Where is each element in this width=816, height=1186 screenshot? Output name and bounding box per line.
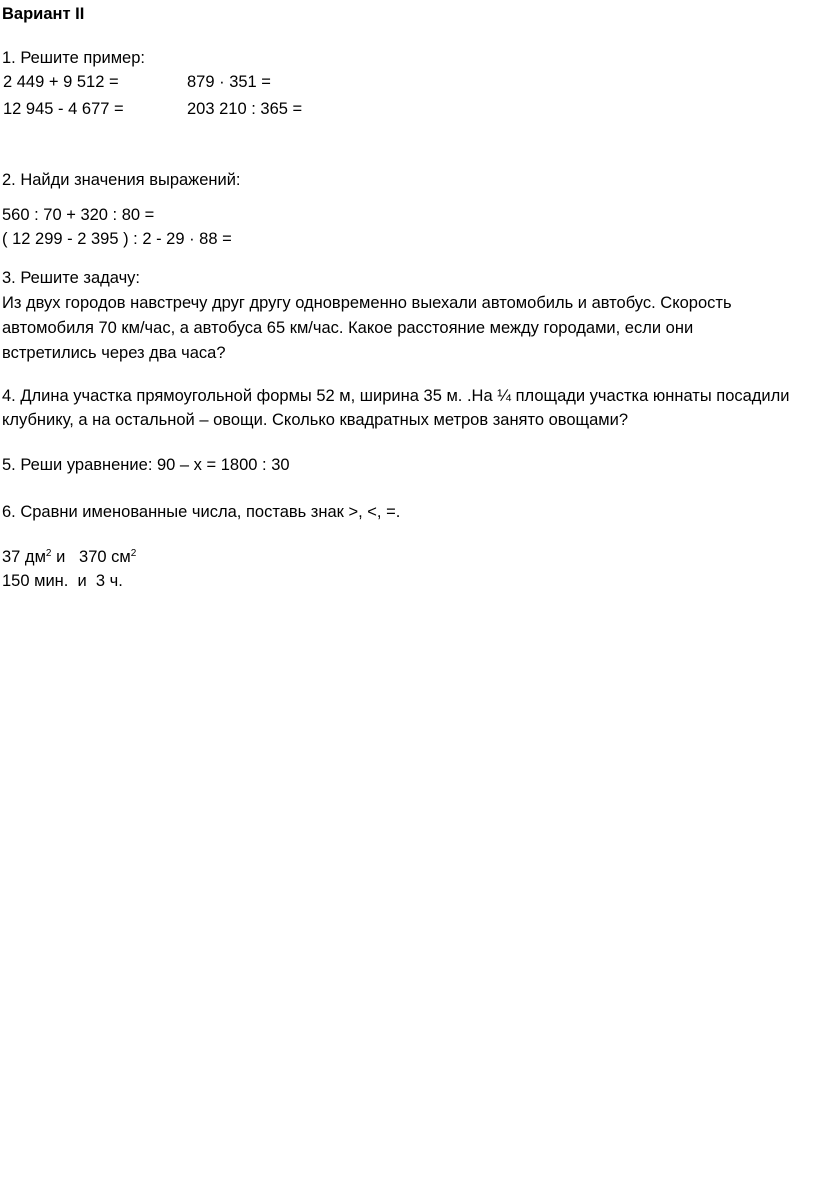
- task3-heading: 3. Решите задачу:: [2, 269, 141, 287]
- page-title: Вариант II: [2, 5, 85, 23]
- task3-line-3: встретились через два часа?: [2, 344, 226, 362]
- task5-equation: 5. Реши уравнение: 90 – х = 1800 : 30: [2, 456, 290, 474]
- task4-line-2: клубнику, а на остальной – овощи. Сколько квадратных метров занято овощами?: [2, 411, 629, 429]
- task1-expr-2: 879 · 351 =: [187, 73, 271, 91]
- task2-expr-1: 560 : 70 + 320 : 80 =: [2, 206, 155, 224]
- task6-value-a-exponent: 2: [45, 548, 52, 559]
- task6-separator: и: [51, 548, 80, 566]
- task6-heading: 6. Сравни именованные числа, поставь знак >, <, =.: [2, 503, 401, 521]
- task1-heading: 1. Решите пример:: [2, 49, 145, 67]
- task3-line-2: автомобиля 70 км/час, а автобуса 65 км/час. Какое расстояние между городами, если они: [2, 319, 694, 337]
- task3-line-1: Из двух городов навстречу друг другу одновременно выехали автомобиль и автобус. Скорость: [2, 294, 732, 312]
- task1-expr-3: 12 945 - 4 677 =: [3, 100, 124, 118]
- task2-heading: 2. Найди значения выражений:: [2, 171, 241, 189]
- task4-line-1: 4. Длина участка прямоугольной формы 52 м, ширина 35 м. .На ¼ площади участка юннаты посадили: [2, 387, 790, 405]
- task6-pair-2: 150 мин. и 3 ч.: [2, 572, 123, 590]
- task2-expr-2: ( 12 299 - 2 395 ) : 2 - 29 · 88 =: [2, 230, 232, 248]
- task1-expr-1: 2 449 + 9 512 =: [3, 73, 119, 91]
- task1-expr-4: 203 210 : 365 =: [187, 100, 303, 118]
- task6-value-a: 37 дм: [2, 548, 46, 566]
- task6-pair-1: [2, 545, 136, 569]
- task6-value-b: 370 см: [79, 548, 131, 566]
- task6-value-b-exponent: 2: [130, 548, 137, 559]
